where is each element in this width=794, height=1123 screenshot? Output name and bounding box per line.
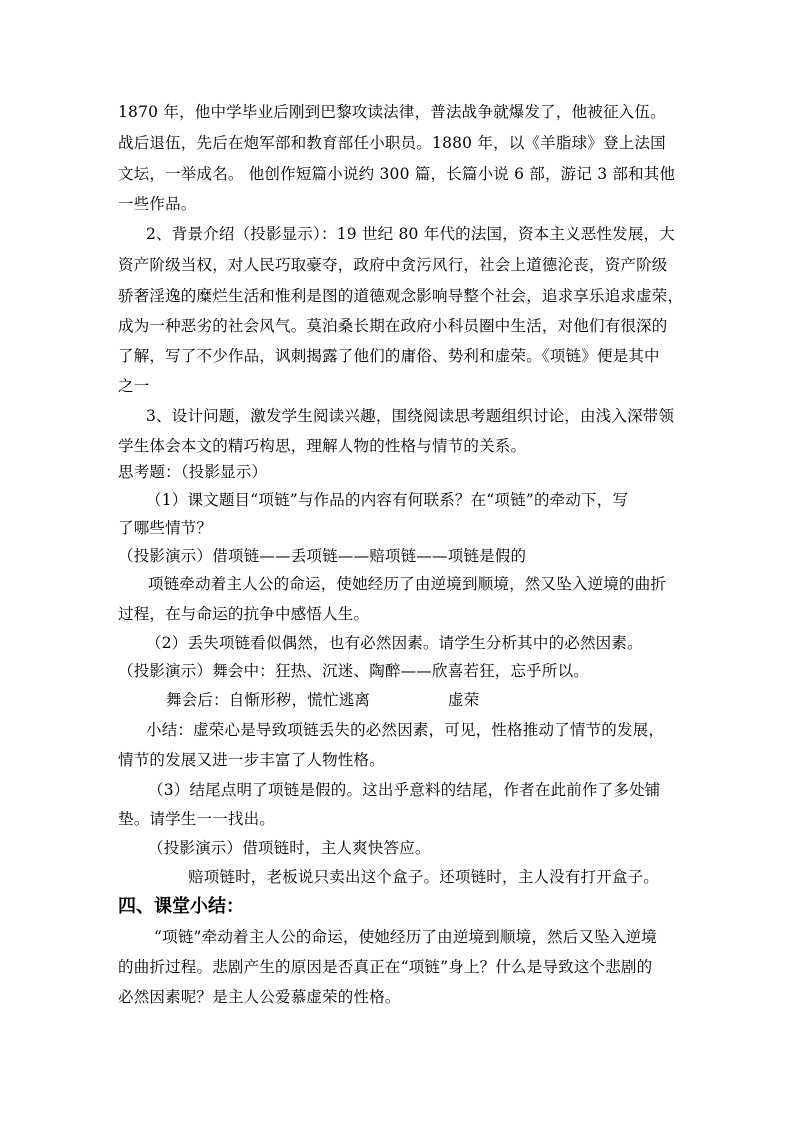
text-line: 垫。请学生一一找出。 [118, 810, 276, 828]
text-line: （3）结尾点明了项链是假的。这出乎意料的结尾，作者在此前作了多处铺 [148, 781, 661, 799]
text-line: 舞会后：自惭形秽，慌忙逃离 [166, 691, 371, 709]
text-line: 文坛，一举成名。 他创作短篇小说约 300 篇，长篇小说 6 部，游记 3 部和其他 [118, 165, 676, 183]
text-line: 小结：虚荣心是导致项链丢失的必然因素，可见，性格推动了情节的发展， [146, 721, 665, 739]
summary-line: 的曲折过程。悲剧产生的原因是否真正在“项链”身上？什么是导致这个悲剧的 [118, 958, 653, 976]
text-line: （投影演示）借项链时，主人爽快答应。 [148, 839, 431, 857]
text-line: 情节的发展又进一步丰富了人物性格。 [118, 751, 385, 769]
text-line: 过程，在与命运的抗争中感悟人生。 [118, 605, 370, 623]
text-line: （2）丢失项链看似偶然，也有必然因素。请学生分析其中的必然因素。 [146, 634, 643, 652]
text-line: 学生体会本文的精巧构思，理解人物的性格与情节的关系。 [118, 437, 527, 455]
text-line: 一些作品。 [118, 195, 197, 213]
text-line: 赔项链时，老板说只卖出这个盒子。还项链时，主人没有打开盒子。 [188, 868, 660, 886]
text-line: （1）课文题目“项链”与作品的内容有何联系？在“项链”的牵动下，写 [146, 491, 629, 509]
text-line: 项链牵动着主人公的命运，使她经历了由逆境到顺境，然又坠入逆境的曲折 [148, 575, 667, 593]
text-line: 1870 年，他中学毕业后刚到巴黎攻读法律，普法战争就爆发了，他被征入伍。 [118, 103, 666, 121]
text-line: 成为一种恶劣的社会风气。莫泊桑长期在政府小科员圈中生活，对他们有很深的 [118, 317, 668, 335]
text-line: 之一 [118, 377, 150, 395]
text-line: （投影演示）借项链——丢项链——赔项链——项链是假的 [118, 547, 527, 565]
text-line: 了解，写了不少作品，讽刺揭露了他们的庸俗、势利和虚荣。《项链》便是其中 [118, 347, 660, 365]
text-line: 2、背景介绍（投影显示）：19 世纪 80 年代的法国，资本主义恶性发展，大 [146, 225, 675, 243]
text-line: 了哪些情节？ [118, 519, 213, 537]
text-line: 战后退伍，先后在炮军部和教育部任小职员。1880 年，以《羊脂球》登上法国 [118, 134, 666, 152]
text-line: （投影演示）舞会中：狂热、沉迷、陶醉——欣喜若狂，忘乎所以。 [118, 662, 590, 680]
summary-line: “项链”牵动着主人公的命运，使她经历了由逆境到顺境，然后又坠入逆境 [154, 928, 657, 946]
text-line: 思考题：（投影显示） [118, 463, 268, 481]
section-heading: 四、课堂小结： [118, 896, 244, 917]
text-line: 资产阶级当权，对人民巧取豪夺，政府中贪污风行，社会上道德沦丧，资产阶级 [118, 256, 668, 274]
text-line: 虚荣 [448, 691, 480, 709]
text-line: 骄奢淫逸的糜烂生活和惟利是图的道德观念影响导整个社会，追求享乐追求虚荣， [118, 287, 684, 305]
text-line: 3、设计问题，激发学生阅读兴趣，围绕阅读思考题组织讨论，由浅入深带领 [146, 407, 675, 425]
summary-line: 必然因素呢？是主人公爱慕虚荣的性格。 [118, 988, 401, 1006]
